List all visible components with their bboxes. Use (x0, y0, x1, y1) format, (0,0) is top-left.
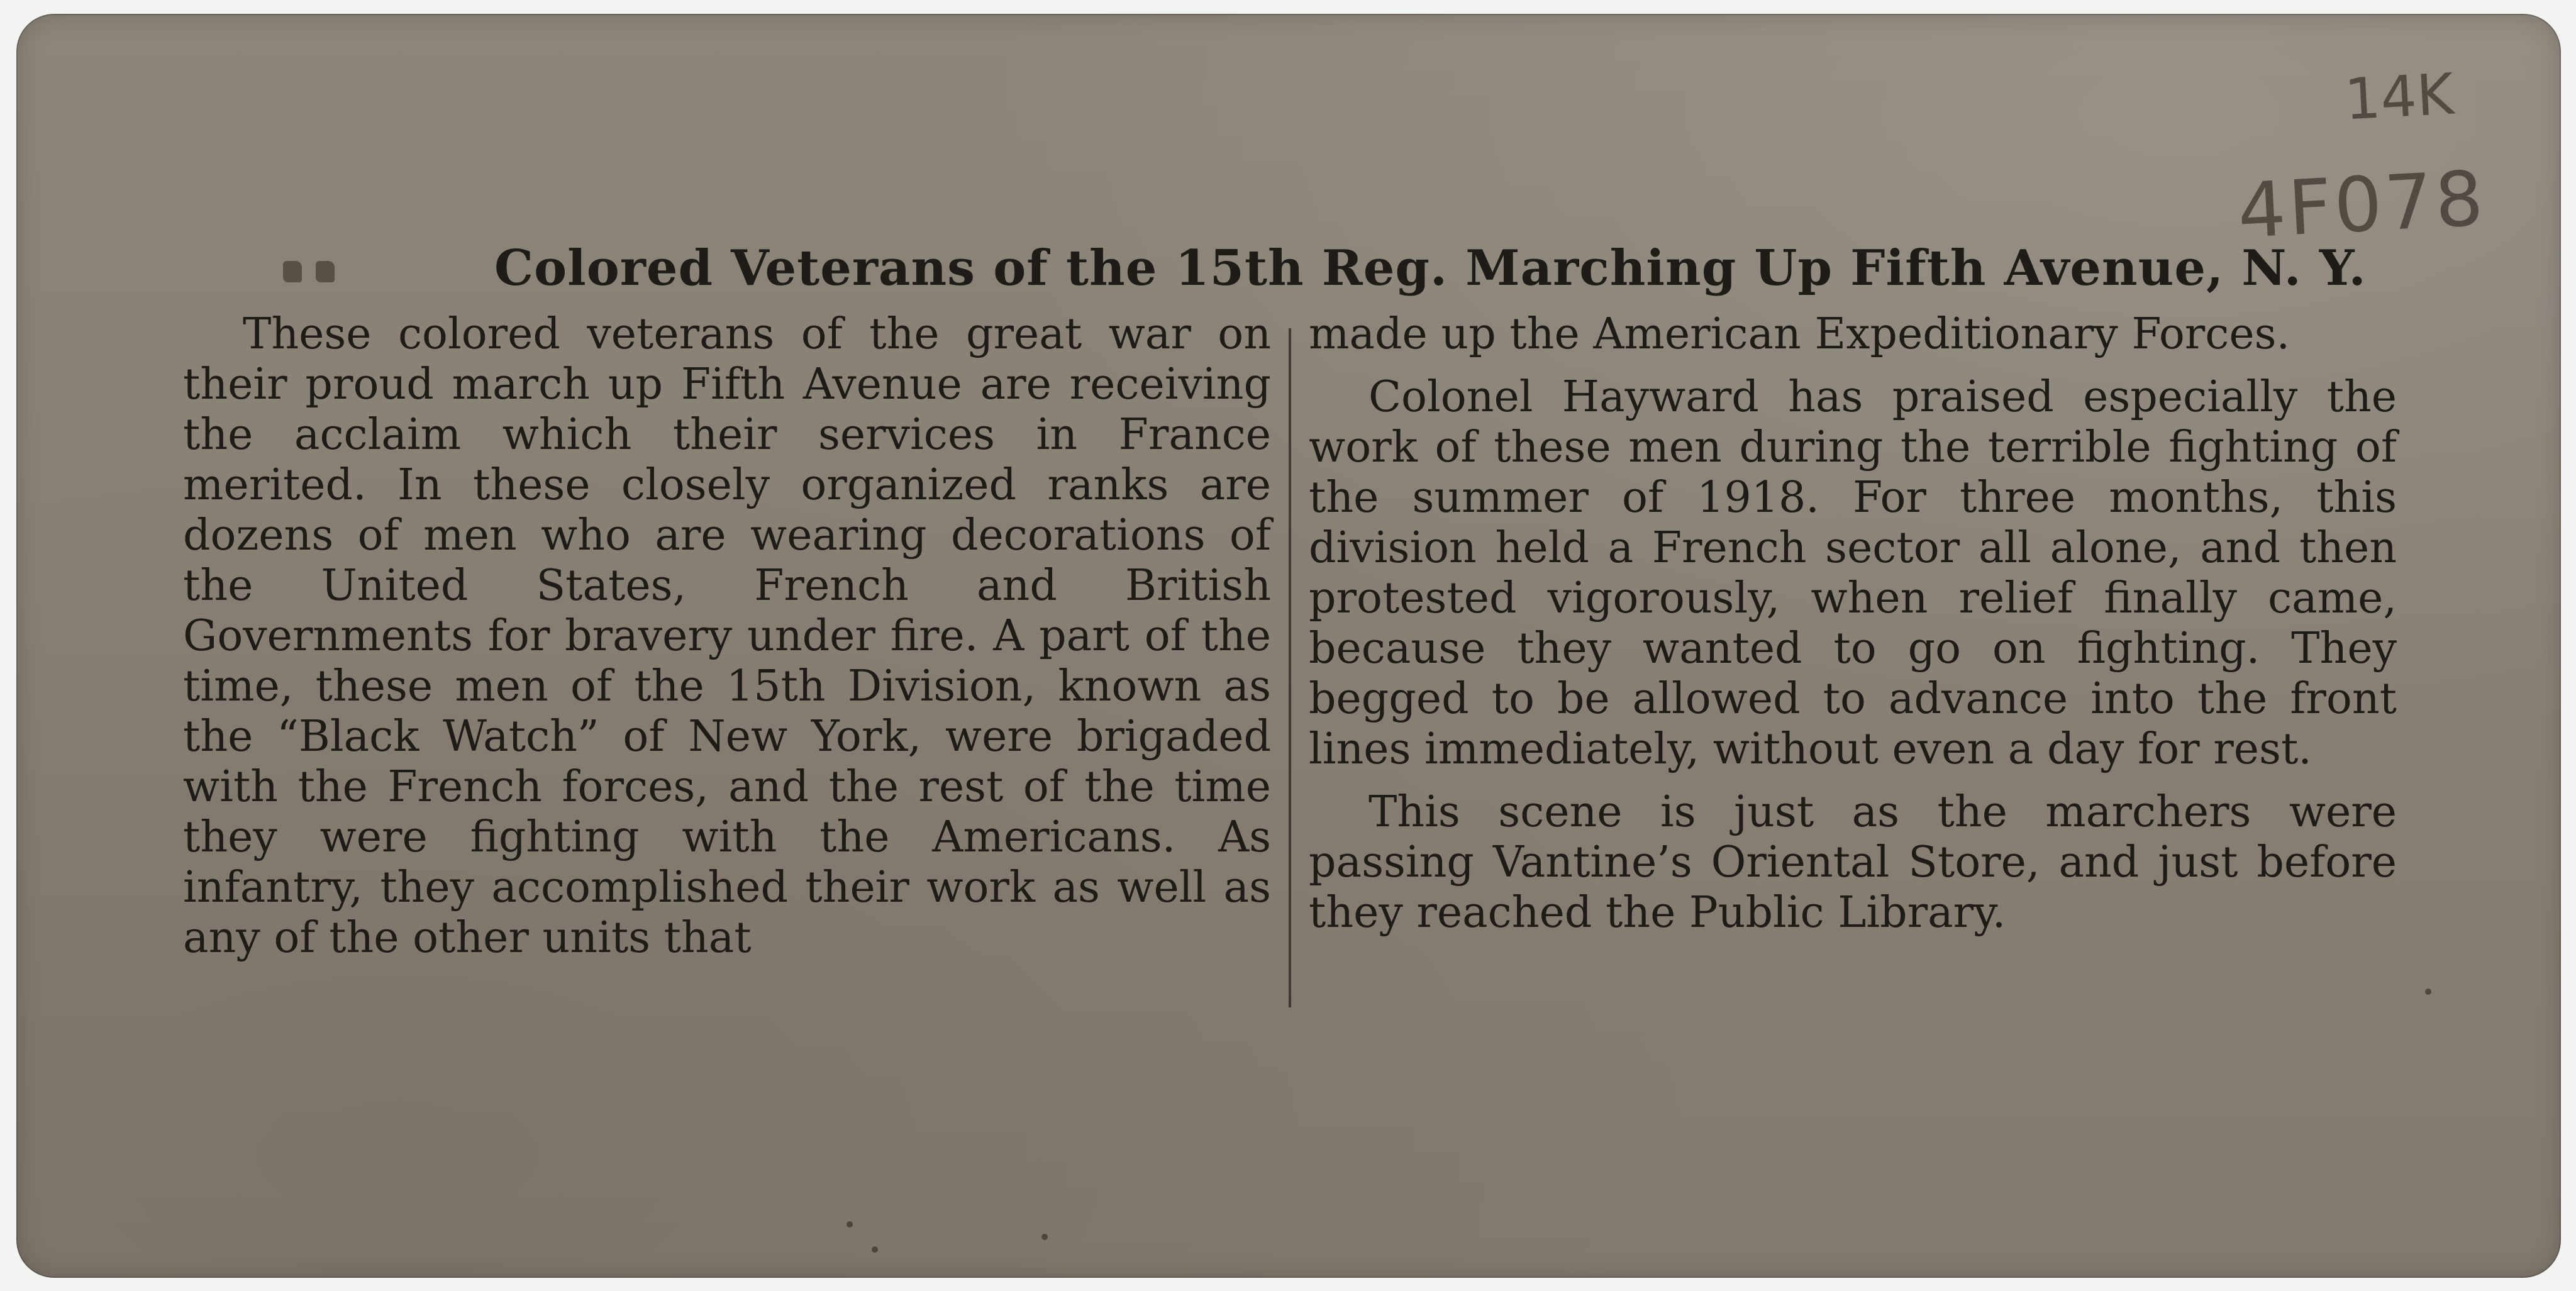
text-columns (183, 309, 2397, 1014)
right-paragraph-1: made up the American Expeditionary Forces. (1309, 309, 2290, 359)
left-column (183, 309, 1271, 1014)
speck-mark (872, 1246, 878, 1253)
column-divider (1289, 328, 1291, 1007)
left-paragraph: These colored veterans of the great war on their proud march up Fifth Avenue are receiving the acclaim which their services in France merited. In these closely organized ranks are dozens of men who are wearing decorations of the United States, French and British Governments for bravery under fire. A part of the time, these men of the 15th Division, known as the “Black Watch” of New York, were brigaded with the French forces, and the rest of the time they were fighting with the Americans. As infantry, they accomplished their work as well as any of the other units that (183, 309, 1271, 963)
speck-mark (847, 1221, 853, 1227)
handwritten-annotation-bottom: 4F078 (2235, 155, 2488, 256)
stereograph-card-back (16, 14, 2561, 1278)
handwritten-annotation-top: 14K (2343, 61, 2456, 133)
title-row (293, 231, 2372, 306)
ornament-icon (283, 256, 390, 287)
speck-mark (1041, 1234, 1048, 1240)
right-paragraph-3: This scene is just as the marchers were passing Vantine’s Oriental Store, and just before they reached the Public Library. (1309, 787, 2397, 938)
right-column (1309, 309, 2397, 1014)
card-title: Colored Veterans of the 15th Reg. Marching Up Fifth Avenue, N. Y. (494, 240, 2367, 297)
speck-mark (2425, 989, 2431, 995)
right-paragraph-2: Colonel Hayward has praised especially the work of these men during the terrible fighting of the summer of 1918. For three months, this division held a French sector all alone, and then protested vigorously, when relief finally came, because they wanted to go on fighting. They begged to be allowed to advance into the front lines immediately, without even a day for rest. (1309, 372, 2397, 774)
